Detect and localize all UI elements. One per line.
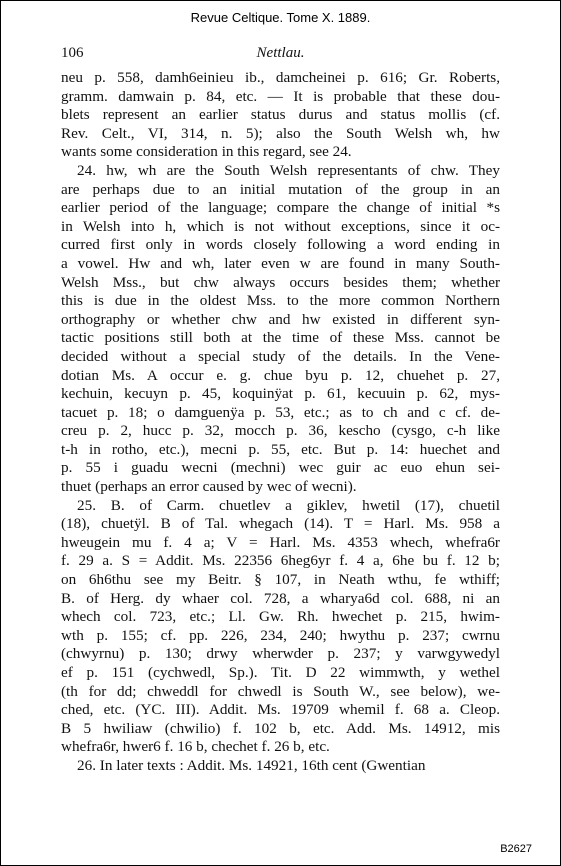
text-line: 24. hw, wh are the South Welsh representants of chw. They <box>77 161 500 179</box>
text-line: thuet (perhaps an error caused by wec of wecni). <box>61 478 357 496</box>
text-line: tactic positions still both at the time of these Mss. cannot be <box>61 329 500 347</box>
paragraph <box>61 497 500 757</box>
text-line: orthography or whether chw and hw existed in different syn- <box>61 310 500 328</box>
text-line: ched, etc. (YC. III). Addit. Ms. 19709 whemil f. 68 a. Cleop. <box>61 701 500 719</box>
text-line: wth p. 155; cf. pp. 226, 234, 240; hwythu p. 237; cwrnu <box>61 626 500 644</box>
text-line: a vowel. Hw and wh, later even w are found in many South- <box>61 254 500 272</box>
text-line: B. of Herg. dy whaer col. 728, a wharya6d col. 688, ni an <box>61 589 500 607</box>
page-number: 106 <box>61 45 84 61</box>
page-header <box>59 45 502 65</box>
text-line: decided without a special study of the details. In the Vene- <box>61 347 500 365</box>
text-line: kechuin, kecuyn p. 45, koquinÿat p. 61, kecuuin p. 62, mys- <box>61 385 500 403</box>
text-line: in Welsh into h, which is not without exceptions, since it oc- <box>61 217 500 235</box>
paragraph <box>61 162 500 497</box>
text-line: p. 55 i guadu wecni (mechni) wec guir ac euo ehun sei- <box>61 459 500 477</box>
text-line: Welsh Mss., but chw always occurs besides them; whether <box>61 273 500 291</box>
text-line: earlier period of the language; compare the change of initial *s <box>61 199 500 217</box>
text-line: 26. In later texts : Addit. Ms. 14921, 16th cent (Gwentian <box>77 756 426 774</box>
text-line: (th for dd; chweddl for chwedl is South W., see below), we- <box>61 682 500 700</box>
text-line: are perhaps due to an initial mutation of the group in an <box>61 180 500 198</box>
paragraph <box>61 757 500 776</box>
text-line: whefra6r, hwer6 f. 16 b, chechet f. 26 b, etc. <box>61 738 330 756</box>
body-text <box>61 69 500 776</box>
text-line: (chwyrnu) p. 130; drwy wherwder p. 237; y varwgywedyl <box>61 645 500 663</box>
text-line: this is due in the oldest Mss. to the more common Northern <box>61 292 500 310</box>
text-line: hweugein mu f. 4 a; V = Harl. Ms. 4353 whech, whefra6r <box>61 533 500 551</box>
text-line: ef p. 151 (cychwedl, Sp.). Tit. D 22 wimmwth, y wethel <box>61 664 500 681</box>
catalog-code: B2627 <box>500 843 532 855</box>
text-line: whech col. 723, etc.; Ll. Gw. Rh. hwechet p. 215, hwim- <box>61 608 500 626</box>
text-line: gramm. damwain p. 84, etc. — It is probable that these dou- <box>61 87 500 105</box>
text-line: Rev. Celt., VI, 314, n. 5); also the South Welsh wh, hw <box>61 124 500 142</box>
text-line: f. 29 a. S = Addit. Ms. 22356 6heg6yr f. 4 a, 6he bu f. 12 b; <box>61 552 500 570</box>
text-line: t-h in rotho, etc.), mecni p. 55, etc. But p. 14: huechet and <box>61 440 500 458</box>
text-line: 25. B. of Carm. chuetlev a giklev, hwetil (17), chuetil <box>77 496 500 514</box>
text-line: curred first only in words closely following a word ending in <box>61 236 500 254</box>
text-line: blets represent an earlier status durus and status mollis (cf. <box>61 106 500 124</box>
text-line: neu p. 558, damh6einieu ib., damcheinei p. 616; Gr. Roberts, <box>61 69 500 86</box>
text-line: tacuet p. 18; o damguenÿa p. 53, etc.; as to ch and c cf. de- <box>61 403 500 421</box>
text-line: (18), chuetÿl. B of Tal. whegach (14). T = Harl. Ms. 958 a <box>61 515 500 533</box>
text-line: wants some consideration in this regard, see 24. <box>61 143 352 161</box>
paragraph <box>61 69 500 162</box>
text-line: creu p. 2, hucc p. 32, mocch p. 36, kescho (cysgo, c-h like <box>61 422 500 440</box>
text-line: dotian Ms. A occur e. g. chue byu p. 12, chuehet p. 27, <box>61 366 500 384</box>
source-caption: Revue Celtique. Tome X. 1889. <box>190 10 371 25</box>
text-line: on 6h6thu see my Beitr. § 107, in Neath wthu, fe wthiff; <box>61 571 500 589</box>
text-line: B 5 hwiliaw (chwilio) f. 102 b, etc. Add. Ms. 14912, mis <box>61 719 500 737</box>
running-head: Nettlau. <box>256 45 305 61</box>
